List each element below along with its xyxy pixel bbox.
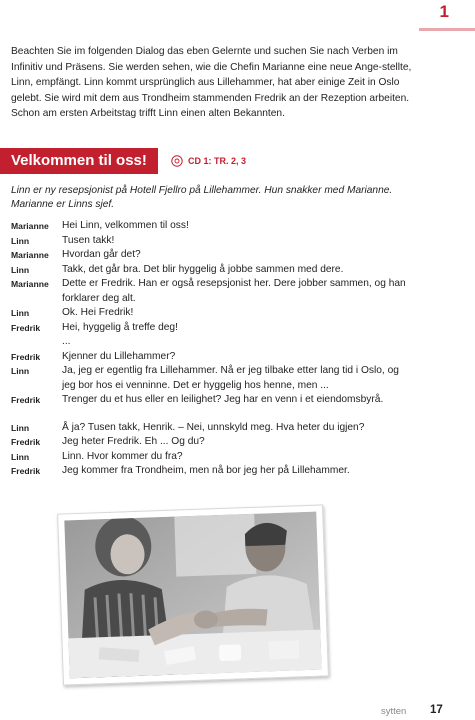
dialog-line <box>11 335 411 350</box>
dialog-line <box>11 263 411 278</box>
dialog-speaker: Marianne <box>11 279 49 289</box>
dialog <box>11 219 411 479</box>
page-word: sytten <box>381 706 407 717</box>
dialog-line <box>11 421 411 436</box>
chapter-number: 1 <box>439 2 449 21</box>
dialog-speaker: Fredrik <box>11 322 41 333</box>
dialog-speaker: Fredrik <box>11 437 41 447</box>
dialog-line <box>11 248 411 263</box>
dialog-text: Takk, det går bra. Det blir hyggelig å jobbe sammen med dere. <box>62 263 344 275</box>
dialog-text: Jeg kommer fra Trondheim, men nå bor jeg her på Lillehammer. <box>62 465 350 476</box>
dialog-text: Trenger du et hus eller en leilighet? Jeg har en venn i et eiendomsbyrå. <box>62 394 384 405</box>
dialog-text: Ok. Hei Fredrik! <box>62 307 134 318</box>
dialog-speaker: Linn <box>11 451 30 462</box>
dialog-ellipsis: ... <box>62 336 71 347</box>
dialog-line <box>11 350 411 365</box>
dialog-line <box>11 306 411 321</box>
dialog-gap <box>11 408 411 421</box>
dialog-line <box>11 450 411 465</box>
dialog-speaker: Linn <box>11 308 30 318</box>
dialog-line <box>11 393 411 408</box>
dialog-text: Linn. Hvor kommer du fra? <box>62 450 183 462</box>
dialog-speaker: Fredrik <box>11 395 41 405</box>
dialog-speaker: Marianne <box>11 221 49 231</box>
dialog-speaker: Linn <box>11 235 30 246</box>
dialog-line <box>11 277 411 306</box>
dialog-line <box>11 364 411 393</box>
page-number: 17 <box>430 704 443 716</box>
section-title: Velkommen til oss! <box>0 148 158 174</box>
chapter-tab <box>419 0 475 32</box>
dialog-text: Hei, hyggelig å treffe deg! <box>62 321 178 333</box>
dialog-text: Kjenner du Lillehammer? <box>62 350 176 362</box>
dialog-line <box>11 321 411 336</box>
handshake-illustration <box>64 512 321 679</box>
dialog-speaker: Linn <box>11 264 30 275</box>
dialog-line <box>11 219 411 234</box>
dialog-line <box>11 464 411 479</box>
dialog-text: Tusen takk! <box>62 234 115 246</box>
dialog-text: Ja, jeg er egentlig fra Lillehammer. Nå er jeg tilbake etter lang tid i Oslo, og jeg bor hos ei venninne. Det er hyggelig hos henne, men ... <box>62 365 399 391</box>
intro-paragraph: Beachten Sie im folgenden Dialog das eben Gelernte und suchen Sie nach Verben im Infinitiv und Präsens. Sie werden sehen, wie die Chefin Marianne eine neue Ange-stellte, Linn, empfängt. Linn kommt ursprünglich aus Lillehammer, hat aber einige Zeit in Oslo gelebt. Sie wird mit dem aus Trondheim stammenden Fredrik an der Rezeption arbeiten. Schon am ersten Arbeitstag trifft Linn einen alten Bekannten. <box>11 46 412 120</box>
dialog-text: Hei Linn, velkommen til oss! <box>62 220 189 231</box>
dialog-speaker: Linn <box>11 422 30 433</box>
dialog-speaker: Fredrik <box>11 351 41 362</box>
dialog-text: Dette er Fredrik. Han er også resepsjonist her. Dere jobber sammen, og han forklarer deg alt. <box>62 278 406 304</box>
cd-track-label: CD 1: TR. 2, 3 <box>188 156 247 166</box>
handshake-photo <box>57 504 329 685</box>
photo-image <box>64 512 321 679</box>
chapter-bar <box>419 28 475 31</box>
dialog-speaker: Fredrik <box>11 466 41 476</box>
dialog-text: Å ja? Tusen takk, Henrik. – Nei, unnskyld meg. Hva heter du igjen? <box>62 421 365 433</box>
dialog-speaker: Linn <box>11 366 30 376</box>
dialog-line <box>11 435 411 450</box>
situation-text: Linn er ny resepsjonist på Hotell Fjellro på Lillehammer. Hun snakker med Marianne. Marianne er Linns sjef. <box>11 185 393 210</box>
dialog-line <box>11 234 411 249</box>
dialog-speaker: Marianne <box>11 250 49 260</box>
dialog-text: Jeg heter Fredrik. Eh ... Og du? <box>62 436 205 447</box>
cd-icon <box>171 155 183 167</box>
dialog-speaker <box>11 335 62 350</box>
dialog-text: Hvordan går det? <box>62 249 141 260</box>
